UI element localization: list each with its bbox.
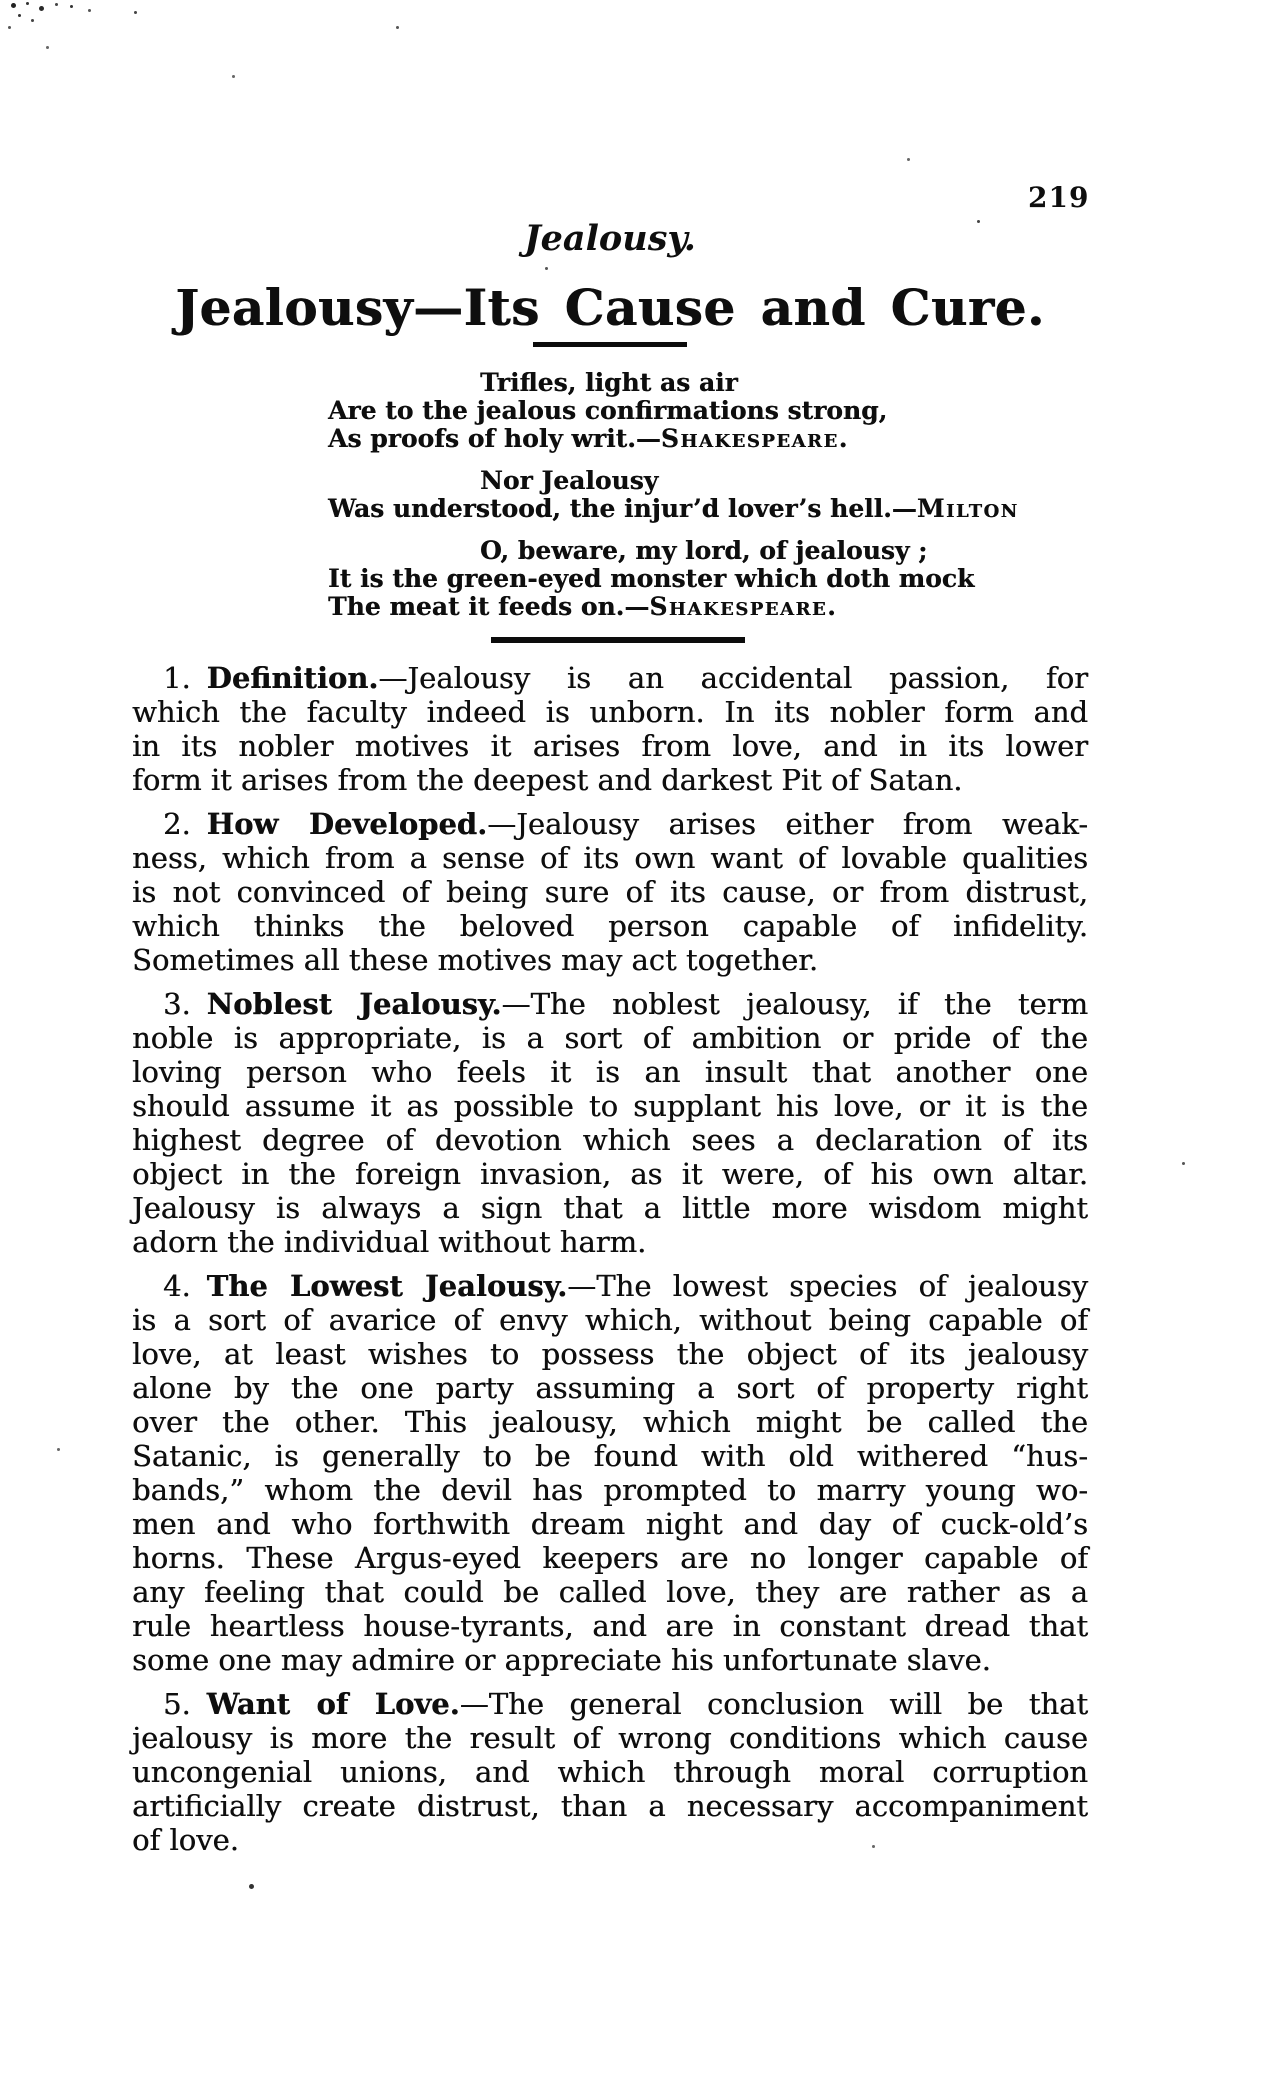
text-line: 5. Want of Love.—The general conclusion will be that xyxy=(163,1687,1088,1721)
text-line: form it arises from the deepest and darkest Pit of Satan. xyxy=(132,763,963,797)
text-line: uncongenial unions, and which through moral corruption xyxy=(132,1755,1088,1789)
section-number: 1. xyxy=(163,661,191,695)
text-line: is a sort of avarice of envy which, without being capable of xyxy=(132,1303,1088,1337)
epigraph-line: As proofs of holy writ.—Shakespeare. xyxy=(328,424,849,453)
section-heading: Noblest Jealousy. xyxy=(206,987,502,1021)
body-text xyxy=(132,661,1088,1867)
section-heading: The Lowest Jealousy. xyxy=(206,1269,568,1303)
text-line: love, at least wishes to possess the object of its jealousy xyxy=(132,1337,1088,1371)
text-line: in its nobler motives it arises from love, and in its lower xyxy=(132,729,1088,763)
text-line: which the faculty indeed is unborn. In its nobler form and xyxy=(132,695,1088,729)
text-line: over the other. This jealousy, which might be called the xyxy=(132,1405,1088,1439)
text-line: 4. The Lowest Jealousy.—The lowest species of jealousy xyxy=(163,1269,1088,1303)
text-line: Jealousy is always a sign that a little more wisdom might xyxy=(132,1191,1088,1225)
text-line: ness, which from a sense of its own want of lovable qualities xyxy=(132,841,1088,875)
text-line: men and who forthwith dream night and day of cuck-old’s xyxy=(132,1507,1088,1541)
text-line: rule heartless house-tyrants, and are in constant dread that xyxy=(132,1609,1088,1643)
text-line: jealousy is more the result of wrong conditions which cause xyxy=(132,1721,1088,1755)
section-number: 5. xyxy=(163,1687,191,1721)
section-heading: Want of Love. xyxy=(206,1687,460,1721)
epigraph-attribution: Milton xyxy=(916,494,1019,523)
title-divider xyxy=(533,342,687,347)
text-line: which thinks the beloved person capable of infidelity. xyxy=(132,909,1088,943)
text-line: object in the foreign invasion, as it were, of his own altar. xyxy=(132,1157,1088,1191)
text-line: any feeling that could be called love, they are rather as a xyxy=(132,1575,1088,1609)
text-line: noble is appropriate, is a sort of ambition or pride of the xyxy=(132,1021,1088,1055)
section-paragraph xyxy=(132,987,1088,1259)
text-line: loving person who feels it is an insult that another one xyxy=(132,1055,1088,1089)
epigraph-line: Trifles, light as air xyxy=(480,368,738,397)
epigraph-line: O, beware, my lord, of jealousy ; xyxy=(480,536,928,565)
text-line: 2. How Developed.—Jealousy arises either from weak- xyxy=(163,807,1089,841)
section-heading: How Developed. xyxy=(206,807,488,841)
section-heading: Definition. xyxy=(206,661,379,695)
epigraph-attribution: Shakespeare. xyxy=(649,592,838,621)
epigraph-line: It is the green-eyed monster which doth mock xyxy=(328,564,975,593)
page-number: 219 xyxy=(1028,181,1090,214)
section-paragraph xyxy=(132,807,1088,977)
running-header: Jealousy. xyxy=(524,218,696,259)
epigraph-line: Are to the jealous confirmations strong, xyxy=(328,396,888,425)
epigraph-divider xyxy=(491,637,745,643)
text-line: Sometimes all these motives may act together. xyxy=(132,943,819,977)
text-line: some one may admire or appreciate his unfortunate slave. xyxy=(132,1643,991,1677)
epigraph-block xyxy=(328,369,1098,635)
section-number: 2. xyxy=(163,807,191,841)
epigraph xyxy=(328,467,1098,523)
text-line: artificially create distrust, than a necessary accompaniment xyxy=(132,1789,1088,1823)
text-line: bands,” whom the devil has prompted to marry young wo- xyxy=(132,1473,1088,1507)
section-number: 3. xyxy=(163,987,191,1021)
epigraph-line: Was understood, the injur’d lover’s hell.—Milton xyxy=(328,494,1019,523)
section-paragraph xyxy=(132,1687,1088,1857)
section-paragraph xyxy=(132,661,1088,797)
text-line: alone by the one party assuming a sort of property right xyxy=(132,1371,1088,1405)
chapter-title: Jealousy—Its Cause and Cure. xyxy=(175,278,1045,337)
text-line: of love. xyxy=(132,1823,239,1857)
text-line: highest degree of devotion which sees a declaration of its xyxy=(132,1123,1088,1157)
text-line: 3. Noblest Jealousy.—The noblest jealousy, if the term xyxy=(163,987,1088,1021)
text-line: is not convinced of being sure of its cause, or from distrust, xyxy=(132,875,1088,909)
epigraph-attribution: Shakespeare. xyxy=(660,424,849,453)
section-number: 4. xyxy=(163,1269,191,1303)
epigraph xyxy=(328,537,1098,621)
epigraph xyxy=(328,369,1098,453)
scan-noise xyxy=(0,0,3,3)
section-paragraph xyxy=(132,1269,1088,1677)
epigraph-line: Nor Jealousy xyxy=(480,466,659,495)
text-line: Satanic, is generally to be found with old withered “hus- xyxy=(132,1439,1088,1473)
text-line: horns. These Argus-eyed keepers are no longer capable of xyxy=(132,1541,1088,1575)
text-line: 1. Definition.—Jealousy is an accidental passion, for xyxy=(163,661,1088,695)
text-line: adorn the individual without harm. xyxy=(132,1225,647,1259)
epigraph-line: The meat it feeds on.—Shakespeare. xyxy=(328,592,838,621)
text-line: should assume it as possible to supplant his love, or it is the xyxy=(132,1089,1088,1123)
